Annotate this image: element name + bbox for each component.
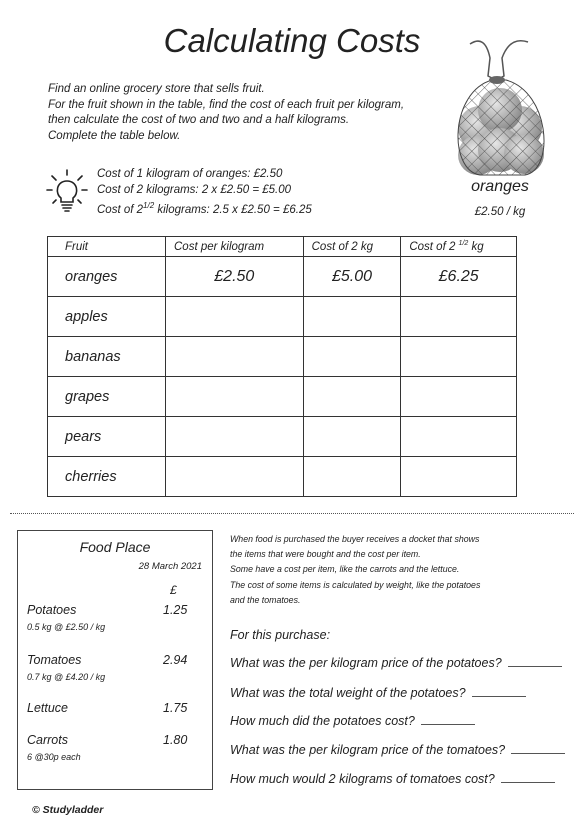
cost-2-5kg-cell[interactable] [401,337,517,377]
table-row [48,457,517,497]
table-row [48,337,517,377]
copyright-notice: © Studyladder [32,804,104,816]
question-text: How much would 2 kilograms of tomatoes cost? [230,772,495,786]
cost-2kg-cell[interactable] [303,377,401,417]
column-header-fruit: Fruit [48,237,166,257]
item-price: 1.25 [163,603,188,617]
instruction-line: Find an online grocery store that sells fruit. [48,83,265,95]
table-row [48,377,517,417]
question-5 [230,772,555,786]
page-title: Calculating Costs [163,22,421,59]
docket-explanation [230,532,480,608]
question-text: How much did the potatoes cost? [230,714,415,728]
cost-per-kg-cell[interactable] [166,297,304,337]
info-line: the items that were bought and the cost per item. [230,549,421,560]
fruit-cost-table [47,236,517,497]
item-price: 2.94 [163,653,188,667]
table-header-row [48,237,517,257]
question-text: What was the total weight of the potatoes? [230,686,466,700]
answer-line[interactable] [508,656,562,667]
oranges-bag-image [440,30,560,180]
info-line: Some have a cost per item, like the carrots and the lettuce. [230,564,460,575]
item-detail: 6 @30p each [27,752,81,762]
lightbulb-icon [44,168,90,214]
receipt-docket [17,530,213,790]
cost-per-kg-cell[interactable] [166,377,304,417]
fruit-name: apples [48,297,166,337]
item-name: Lettuce [27,701,69,715]
info-line: The cost of some items is calculated by weight, like the potatoes [230,579,481,590]
for-purchase-heading: For this purchase: [230,628,331,642]
info-line: and the tomatoes. [230,594,301,605]
instructions [48,82,404,144]
instruction-line: then calculate the cost of two and two and a half kilograms. [48,114,350,126]
example-text: Cost of 2 [97,203,144,216]
cut-line-divider [10,513,574,514]
cost-2kg-cell[interactable]: £5.00 [303,257,401,297]
question-3 [230,714,475,728]
worked-example [97,167,312,218]
question-1 [230,656,562,670]
cost-per-kg-cell[interactable] [166,417,304,457]
fraction: 1/2 [143,201,155,210]
instruction-line: For the fruit shown in the table, find the cost of each fruit per kilogram, [48,98,405,111]
example-text: kilograms: 2.5 x £2.50 = £6.25 [154,203,312,216]
cost-2-5kg-cell[interactable] [401,377,517,417]
fruit-name: cherries [48,457,166,497]
item-price: 1.75 [163,701,188,715]
fruit-name: bananas [48,337,166,377]
item-name: Tomatoes [27,653,82,667]
table-row [48,297,517,337]
cost-2kg-cell[interactable] [303,417,401,457]
example-line [97,198,312,218]
cost-per-kg-cell[interactable] [166,337,304,377]
item-name: Carrots [27,733,68,747]
cost-per-kg-cell[interactable] [166,457,304,497]
column-header-2-5kg [401,237,517,257]
item-price: 1.80 [163,733,188,747]
answer-line[interactable] [472,686,526,697]
cost-2kg-cell[interactable] [303,337,401,377]
question-text: What was the per kilogram price of the potatoes? [230,656,502,670]
instruction-line: Complete the table below. [48,129,181,142]
item-name: Potatoes [27,603,77,617]
fruit-name: grapes [48,377,166,417]
item-detail: 0.7 kg @ £4.20 / kg [27,672,106,682]
cost-2-5kg-cell[interactable] [401,417,517,457]
header-text: kg [468,240,484,253]
image-price: £2.50 / kg [474,206,526,218]
receipt-date: 28 March 2021 [138,561,202,572]
cost-2-5kg-cell[interactable] [401,457,517,497]
cost-2kg-cell[interactable] [303,457,401,497]
cost-2-5kg-cell[interactable] [401,297,517,337]
header-text: Cost of 2 [409,240,459,253]
question-2 [230,686,526,700]
table-row [48,417,517,457]
example-line: Cost of 1 kilogram of oranges: £2.50 [97,168,283,180]
cost-2-5kg-cell[interactable]: £6.25 [401,257,517,297]
example-line: Cost of 2 kilograms: 2 x £2.50 = £5.00 [97,183,292,196]
info-line: When food is purchased the buyer receives a docket that shows [230,534,480,544]
question-4 [230,743,565,757]
answer-line[interactable] [421,714,475,725]
answer-line[interactable] [501,772,555,783]
store-name: Food Place [79,539,151,555]
answer-line[interactable] [511,743,565,754]
currency-symbol: £ [170,583,177,597]
fruit-name: pears [48,417,166,457]
question-text: What was the per kilogram price of the tomatoes? [230,743,506,757]
table-row [48,257,517,297]
fruit-name: oranges [48,257,166,297]
cost-2kg-cell[interactable] [303,297,401,337]
cost-per-kg-cell[interactable]: £2.50 [166,257,304,297]
item-detail: 0.5 kg @ £2.50 / kg [27,622,106,632]
image-label: oranges [471,178,529,195]
fraction: 1/2 [458,240,469,248]
column-header-2kg: Cost of 2 kg [303,237,401,257]
column-header-per-kg: Cost per kilogram [166,237,304,257]
